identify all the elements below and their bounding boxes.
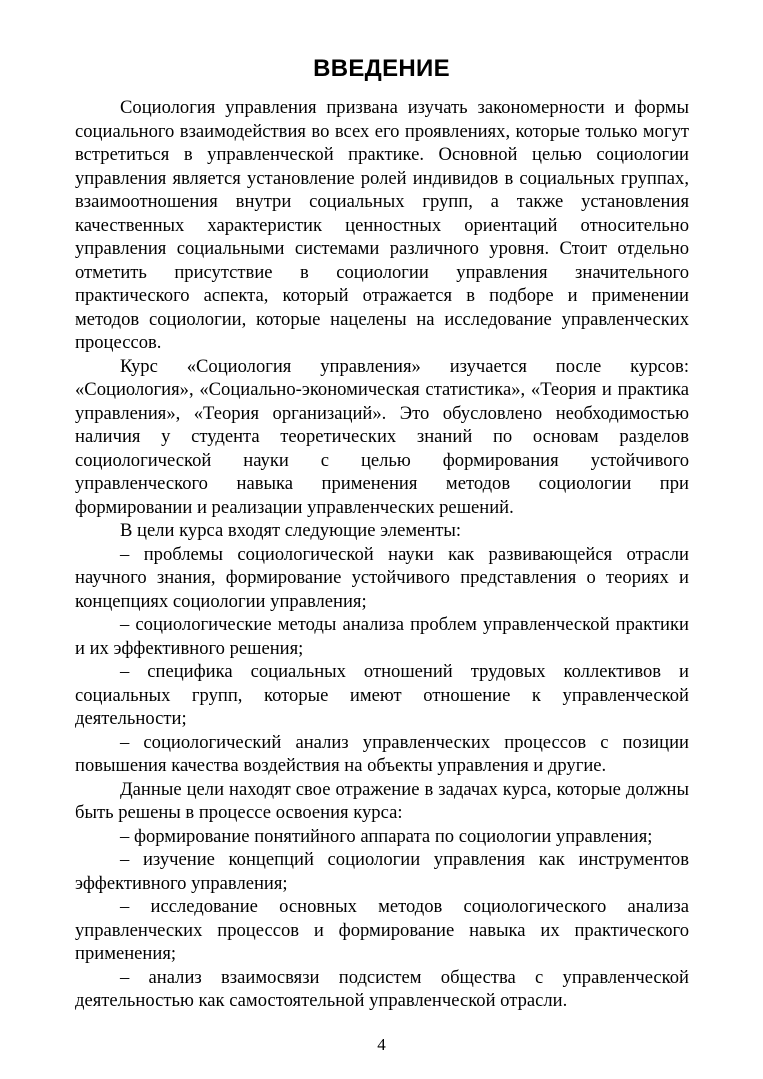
goal-item-2: – социологические методы анализа проблем управленческой практики и их эффективного решения; [75, 614, 689, 659]
goal-item-3: – специфика социальных отношений трудовых коллективов и социальных групп, которые имеют отношение к управленческой деятельности; [75, 661, 689, 729]
page-title: ВВЕДЕНИЕ [313, 55, 450, 82]
paragraph-goals-intro: В цели курса входят следующие элементы: [120, 520, 462, 541]
task-item-1: – формирование понятийного аппарата по социологии управления; [120, 825, 653, 847]
body-text [75, 96, 689, 1013]
task-item-3: – исследование основных методов социологического анализа управленческих процессов и формирование навыка их практического применения; [75, 896, 689, 964]
page-number: 4 [377, 1035, 386, 1054]
paragraph-course-prerequisites: Курс «Социология управления» изучается после курсов: «Социология», «Социально-экономическая статистика», «Теория и практика управления», «Теория организаций». Это обусловлено необходимостью наличия у студента теоретических знаний по основам разделов социологической науки с целью формирования устойчивого управленческого навыка применения методов социологии при формировании и реализации управленческих решений. [75, 355, 689, 518]
paragraph-tasks-intro: Данные цели находят свое отражение в задачах курса, которые должны быть решены в процессе освоения курса: [75, 778, 689, 823]
task-item-2: – изучение концепций социологии управления как инструментов эффективного управления; [75, 849, 689, 894]
goal-item-4: – социологический анализ управленческих процессов с позиции повышения качества воздействия на объекты управления и другие. [75, 731, 689, 776]
task-item-4: – анализ взаимосвязи подсистем общества с управленческой деятельностью как самостоятельной управленческой отрасли. [75, 966, 689, 1011]
goal-item-1: – проблемы социологической науки как развивающейся отрасли научного знания, формирование устойчивого представления о теориях и концепциях социологии управления; [75, 543, 689, 612]
paragraph-intro: Социология управления призвана изучать закономерности и формы социального взаимодействия во всех его проявлениях, которые только могут встретиться в управленческой практике. Основной целью социологии управления является установление ролей индивидов в социальных группах, взаимоотношения внутри социальных групп, а также установления качественных характеристик ценностных ориентаций относительно управления социальными системами различного уровня. Стоит отдельно отметить присутствие в социологии управления значительного практического аспекта, который отражается в подборе и применении методов социологии, которые нацелены на исследование управленческих процессов. [75, 97, 689, 353]
